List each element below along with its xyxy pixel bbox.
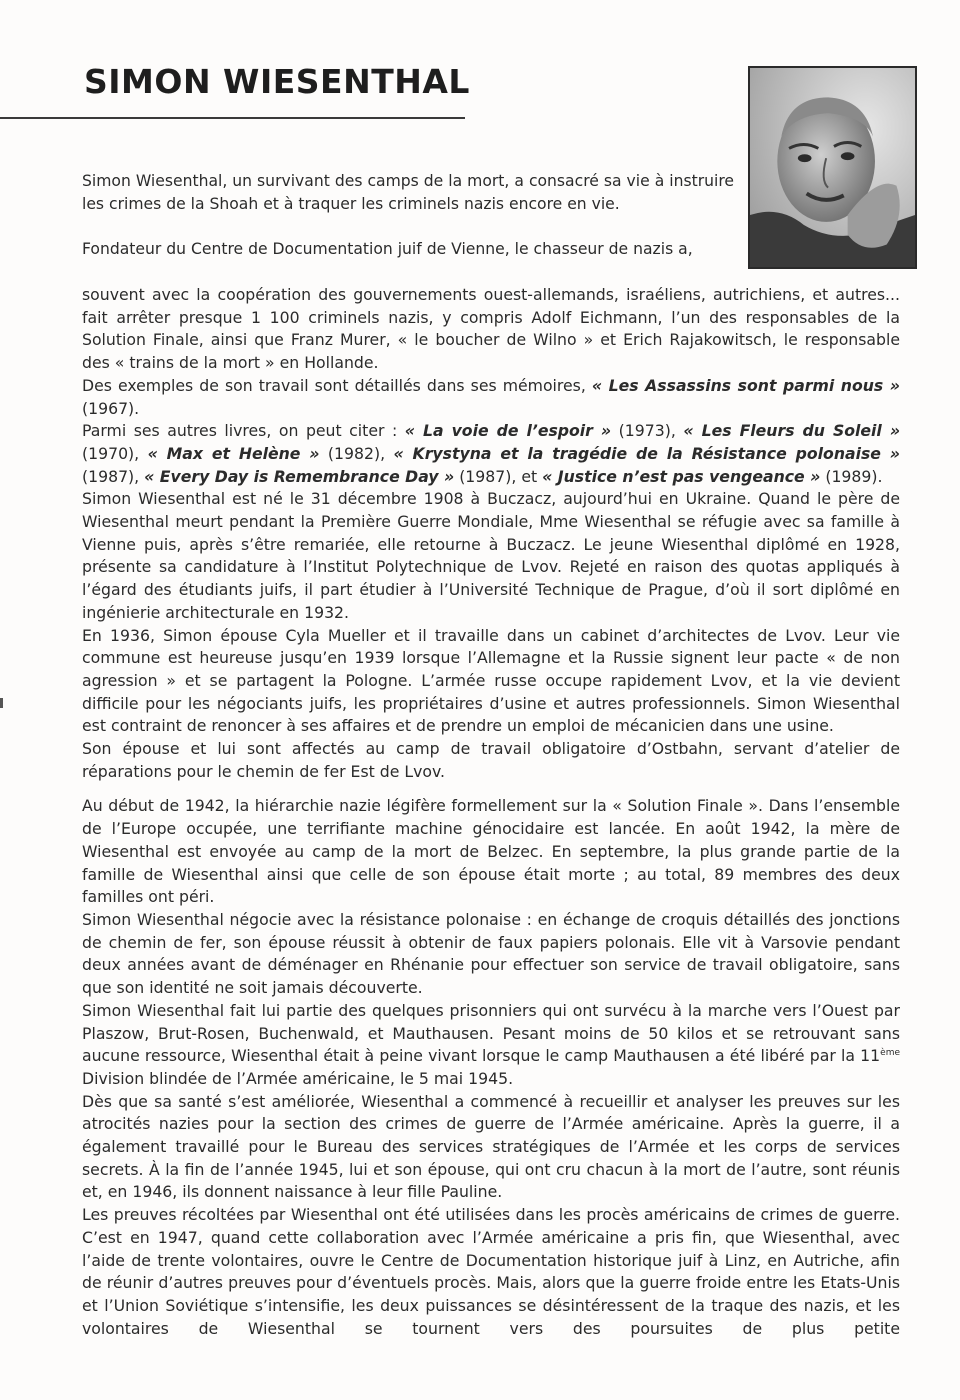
book-title: « Justice n’est pas vengeance » xyxy=(542,466,821,486)
ordinal-suffix: ème xyxy=(880,1047,900,1058)
postwar-paragraph: Dès que sa santé s’est améliorée, Wiesenthal a commencé à recueillir et analyser les preuves sur les atrocités nazies pour la section des crimes de guerre de l’Armée américaine. Après la guerre, il a également travaillé pour le Bureau des services stratégiques de l’Armée et les corps de services secrets. À la fin de l’année 1945, lui et son épouse, qui ont cru chacun à la mort de l’autre, sont réunis et, en 1946, ils donnent naissance à leur fille Pauline. xyxy=(82,1091,900,1202)
book-year: (1982), xyxy=(319,443,394,463)
scan-edge-mark xyxy=(0,698,3,708)
ostbahn-paragraph: Son épouse et lui sont affectés au camp de travail obligatoire d’Ostbahn, servant d’atelier de réparations pour le chemin de fer Est de Lvov. xyxy=(82,739,900,781)
book-year: (1987), et xyxy=(454,466,543,486)
liberation-text-end: Division blindée de l’Armée américaine, le 5 mai 1945. xyxy=(82,1068,514,1088)
resistance-paragraph: Simon Wiesenthal négocie avec la résistance polonaise : en échange de croquis détaillés des jonctions de chemin de fer, son épouse réussit à obtenir de faux papiers polonais. Elle vit à Varsovie pendant deux années avant de déménager en Rhénanie pour effectuer son service de travail obligatoire, sans que son identité ne soit jamais découverte. xyxy=(82,909,900,998)
biography-body xyxy=(82,284,900,1340)
books-paragraph xyxy=(82,420,900,488)
founder-paragraph: souvent avec la coopération des gouvernements ouest-allemands, israéliens, autrichiens, et autres... fait arrêter presque 1 100 criminels nazis, y compris Adolf Eichmann, l’un des responsables de la Solution Finale, ainsi que Franz Murer, « le boucher de Wilno » et Erich Rajakowitsch, le responsable des « trains de la mort » en Hollande. xyxy=(82,285,900,373)
portrait-photo xyxy=(748,66,917,269)
marriage-paragraph: En 1936, Simon épouse Cyla Mueller et il travaille dans un cabinet d’architectes de Lvov. Leur vie commune est heureuse jusqu’en 1939 lorsque l’Allemagne et la Russie signent leur pacte « de non agression » et se partagent la Pologne. L’armée russe occupe rapidement Lvov, et la vie devient difficile pour les négociants juifs, les propriétaires d’usine et autres professionnels. Simon Wiesenthal est contraint de renoncer à ses affaires et de prendre un emploi de mécanicien dans une usine. xyxy=(82,625,900,736)
founder-first-line: Fondateur du Centre de Documentation juif de Vienne, le chasseur de nazis a, xyxy=(82,240,693,258)
page-title: SIMON WIESENTHAL xyxy=(84,62,470,101)
portrait-image xyxy=(750,68,915,267)
memoirs-year: (1967). xyxy=(82,398,140,418)
liberation-text: Simon Wiesenthal fait lui partie des quelques prisonniers qui ont survécu à la marche vers l’Ouest par Plaszow, Brut-Rosen, Buchenwald, et Mauthausen. Pesant moins de 50 kilos et se retrouvant sans aucune ressource, Wiesenthal était à peine vivant lorsque le camp Mauthausen a été libéré par la 11 xyxy=(82,1000,900,1066)
liberation-paragraph xyxy=(82,1000,900,1091)
title-underline xyxy=(0,117,465,119)
book-year: (1987), xyxy=(82,466,145,486)
memoirs-text: Des exemples de son travail sont détaillés dans ses mémoires, xyxy=(82,375,592,395)
book-title: « La voie de l’espoir » xyxy=(404,421,612,441)
book-year: (1973), xyxy=(611,421,684,441)
intro-paragraph: Simon Wiesenthal, un survivant des camps de la mort, a consacré sa vie à instruire les crimes de la Shoah et à traquer les criminels nazis encore en vie. xyxy=(82,172,734,213)
book-title: « Krystyna et la tragédie de la Résistance polonaise » xyxy=(393,443,900,463)
birth-paragraph: Simon Wiesenthal est né le 31 décembre 1908 à Buczacz, aujourd’hui en Ukraine. Quand le père de Wiesenthal meurt pendant la Première Guerre Mondiale, Mme Wiesenthal se réfugie avec sa famille à Vienne puis, après s’être remariée, elle retourne à Buczacz. Le jeune Wiesenthal diplômé en 1928, présente sa candidature à l’Institut Polytechnique de Lvov. Rejeté en raison des quotas appliqués à l’égard des étudiants juifs, il part étudier à l’Université Technique de Prague, d’où il sort diplômé en ingénierie architecturale en 1932. xyxy=(82,489,900,622)
book-year: (1989). xyxy=(820,466,883,486)
memoirs-paragraph xyxy=(82,375,900,420)
book-title: « Les Assassins sont parmi nous » xyxy=(591,375,900,395)
documentation-center-paragraph: Les preuves récoltées par Wiesenthal ont été utilisées dans les procès américains de crimes de guerre. C’est en 1947, quand cette collaboration avec l’Armée américaine a pris fin, que Wiesenthal, avec l’aide de trente volontaires, ouvre le Centre de Documentation historique juif à Linz, en Autriche, afin de réunir d’autres preuves pour d’éventuels procès. Mais, alors que la guerre froide entre les Etats-Unis et l’Union Soviétique s’intensifie, les deux puissances se désintéressent de la traque des nazis, et les volontaires de Wiesenthal se tournent vers des poursuites de plus petite xyxy=(82,1205,900,1338)
solution-finale-paragraph: Au début de 1942, la hiérarchie nazie légifère formellement sur la « Solution Finale ». Dans l’ensemble de l’Europe occupée, une terrifiante machine génocidaire est lancée. En août 1942, la mère de Wiesenthal est envoyée au camp de la mort de Belzec. En septembre, la plus grande partie de la famille de Wiesenthal ainsi que celle de son épouse était morte ; au total, 89 membres des deux familles ont péri. xyxy=(82,796,900,907)
book-title: « Every Day is Remembrance Day » xyxy=(144,466,455,486)
book-title: « Max et Helène » xyxy=(147,443,320,463)
book-year: (1970), xyxy=(82,443,148,463)
book-title: « Les Fleurs du Soleil » xyxy=(683,421,901,441)
books-intro: Parmi ses autres livres, on peut citer : xyxy=(82,421,405,441)
